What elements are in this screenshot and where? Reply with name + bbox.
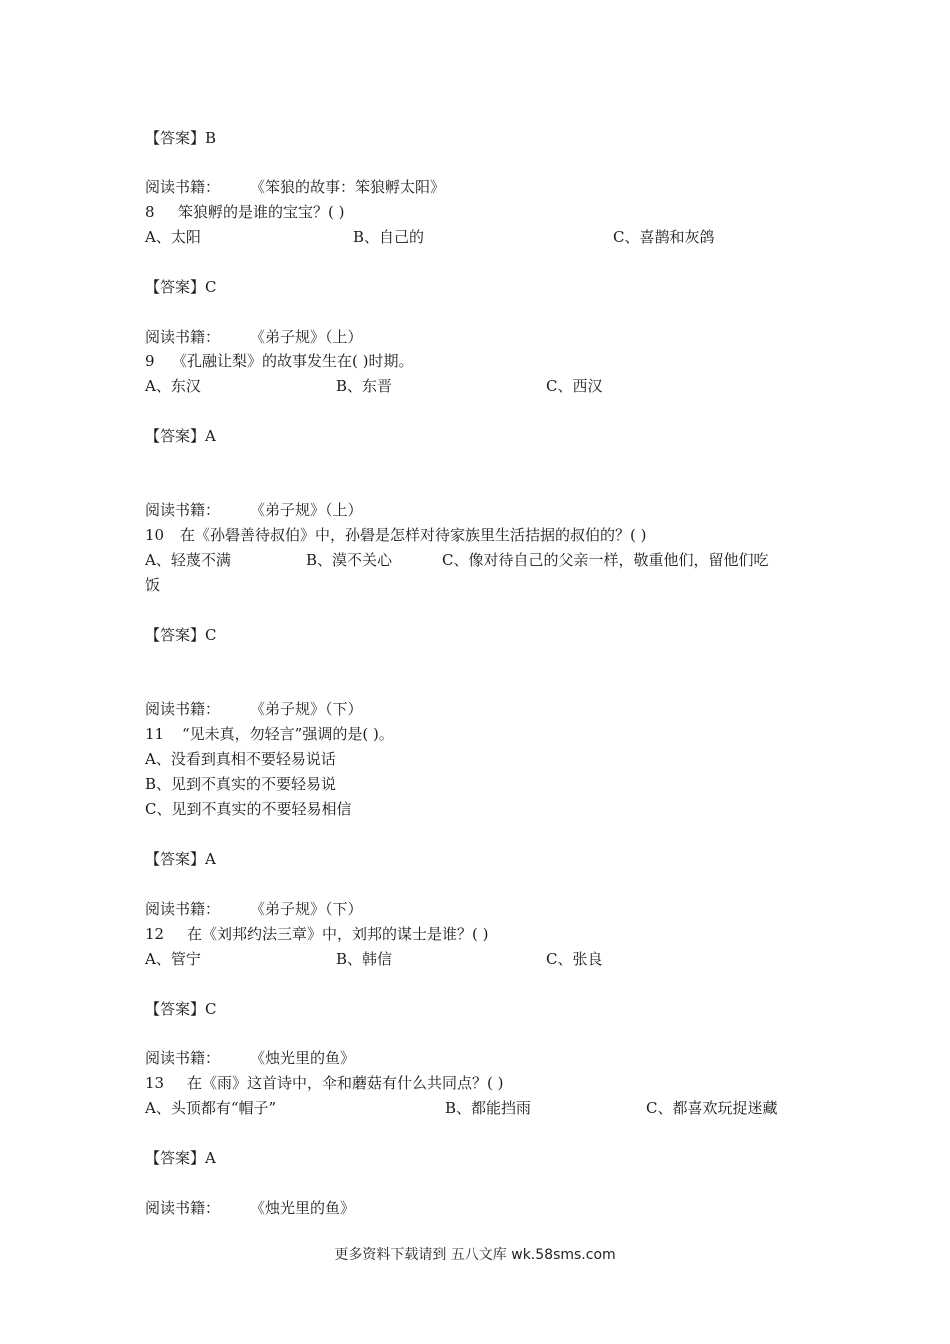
question-number: 13	[145, 1074, 165, 1092]
question-text: 在《雨》这首诗中，伞和蘑菇有什么共同点？( )	[187, 1074, 504, 1092]
option-b: B、自己的	[353, 228, 425, 246]
book-label: 阅读书籍：	[145, 1049, 221, 1067]
book-title: 《弟子规》（下）	[250, 700, 363, 718]
answer-value: C	[205, 626, 217, 644]
option-a: A、东汉	[145, 377, 201, 395]
answer-value: B	[205, 129, 217, 147]
option-a: A、没看到真相不要轻易说话	[145, 750, 336, 768]
answer-line	[145, 277, 217, 297]
answer-label: 【答案】	[145, 1000, 206, 1018]
book-label: 阅读书籍：	[145, 178, 221, 196]
answer-line	[145, 625, 217, 645]
question-text: 《孔融让梨》的故事发生在( )时期。	[172, 352, 414, 370]
answer-label: 【答案】	[145, 427, 206, 445]
option-c-continued: 饭	[145, 576, 161, 594]
option-a: A、轻蔑不满	[145, 551, 231, 569]
question-text: 在《孙礐善待叔伯》中，孙礐是怎样对待家族里生活拮据的叔伯的？( )	[180, 526, 647, 544]
option-c: C、喜鹊和灰鸽	[613, 228, 715, 246]
book-label: 阅读书籍：	[145, 700, 221, 718]
option-c: C、都喜欢玩捉迷藏	[646, 1099, 778, 1117]
answer-value: A	[205, 850, 216, 868]
book-label: 阅读书籍：	[145, 501, 221, 519]
question-number: 9	[145, 352, 155, 370]
book-label: 阅读书籍：	[145, 328, 221, 346]
book-title: 《烛光里的鱼》	[250, 1199, 356, 1217]
book-title: 《弟子规》（上）	[250, 501, 363, 519]
answer-line	[145, 999, 217, 1019]
option-a: A、管宁	[145, 950, 201, 968]
answer-label: 【答案】	[145, 129, 206, 147]
answer-value: C	[205, 1000, 217, 1018]
book-label: 阅读书籍：	[145, 900, 221, 918]
answer-line	[145, 1148, 216, 1168]
book-title: 《烛光里的鱼》	[250, 1049, 356, 1067]
footer-link[interactable]: 更多资料下载请到 五八文库 wk.58sms.com	[334, 1247, 616, 1263]
question-text: 在《刘邦约法三章》中，刘邦的谋士是谁？( )	[187, 925, 489, 943]
answer-label: 【答案】	[145, 278, 206, 296]
option-c: C、张良	[546, 950, 603, 968]
book-label: 阅读书籍：	[145, 1199, 221, 1217]
question-number: 12	[145, 925, 165, 943]
book-title: 《弟子规》（下）	[250, 900, 363, 918]
answer-value: C	[205, 278, 217, 296]
book-title: 《笨狼的故事：笨狼孵太阳》	[250, 178, 446, 196]
answer-label: 【答案】	[145, 1149, 206, 1167]
answer-line	[145, 849, 216, 869]
option-a: A、太阳	[145, 228, 201, 246]
option-c: C、像对待自己的父亲一样，敬重他们，留他们吃	[442, 551, 769, 569]
answer-label: 【答案】	[145, 626, 206, 644]
option-b: B、韩信	[336, 950, 393, 968]
option-b: B、见到不真实的不要轻易说	[145, 775, 337, 793]
question-number: 8	[145, 203, 155, 221]
option-b: B、东晋	[336, 377, 393, 395]
book-title: 《弟子规》（上）	[250, 328, 363, 346]
answer-line	[145, 426, 216, 446]
question-number: 10	[145, 526, 165, 544]
question-text: 笨狼孵的是谁的宝宝？( )	[178, 203, 345, 221]
option-b: B、都能挡雨	[445, 1099, 532, 1117]
question-number: 11	[145, 725, 165, 743]
option-a: A、头顶都有“帽子”	[145, 1099, 277, 1117]
answer-line	[145, 128, 216, 148]
question-text: “见未真，勿轻言”强调的是( )。	[182, 725, 394, 743]
answer-label: 【答案】	[145, 850, 206, 868]
option-c: C、见到不真实的不要轻易相信	[145, 800, 352, 818]
answer-value: A	[205, 427, 216, 445]
answer-value: A	[205, 1149, 216, 1167]
option-b: B、漠不关心	[306, 551, 393, 569]
option-c: C、西汉	[546, 377, 603, 395]
